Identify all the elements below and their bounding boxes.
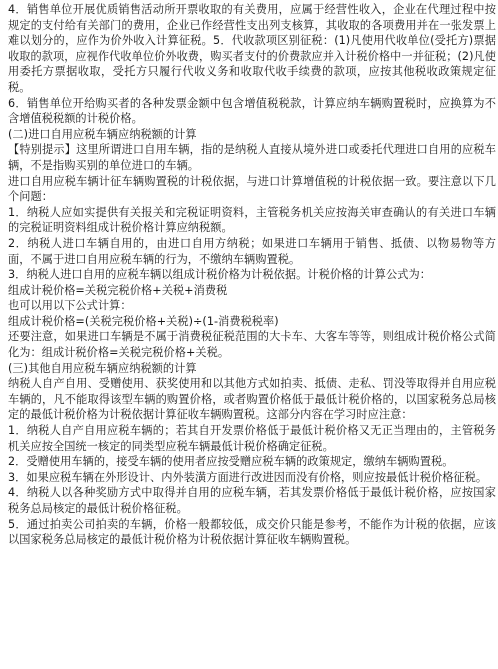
document-body bbox=[8, 2, 496, 548]
list-item-other-1: 1．纳税人自产自用应税车辆的；若其自开发票价格低于最低计税价格又无正当理由的，主管税务机关应按全国统一核定的同类型应税车辆最低计税价格确定征税。 bbox=[8, 424, 496, 453]
paragraph-other-basis: 纳税人自产自用、受赠使用、获奖使用和以其他方式如拍卖、抵债、走私、罚没等取得并自用应税车辆的，凡不能取得该型车辆的购置价格，或者购置价格低于最低计税价格的，以国家税务总局核定的最低计税价格为计税依据计算征收车辆购置税。这部分内容在学习时应注意： bbox=[8, 377, 496, 422]
special-tip-paragraph: 【特别提示】这里所谓进口自用车辆，指的是纳税人直接从境外进口或委托代理进口自用的应税车辆，不是指购买别的单位进口的车辆。 bbox=[8, 143, 496, 172]
list-item-other-5: 5．通过拍卖公司拍卖的车辆，价格一般都较低，成交价只能是参考，不能作为计税的依据，应该以国家税务总局核定的最低计税价格为计税依据计算征收车辆购置税。 bbox=[8, 517, 496, 547]
list-item-import-2: 2．纳税人进口车辆自用的，由进口自用方纳税；如果进口车辆用于销售、抵债、以物易物等方面，不属于进口自用应税车辆的行为，不缴纳车辆购置税。 bbox=[8, 236, 496, 266]
formula-1: 组成计税价格=关税完税价格+关税+消费税 bbox=[8, 283, 228, 297]
formula-2: 组成计税价格=(关税完税价格+关税)÷(1-消费税税率) bbox=[8, 314, 279, 328]
list-item-other-3: 3．如果应税车辆在外形设计、内外装潢方面进行改进因而没有价格，则应按最低计税价格征税。 bbox=[8, 470, 488, 484]
list-item-import-3: 3．纳税人进口自用的应税车辆以组成计税价格为计税依据。计税价格的计算公式为： bbox=[8, 268, 431, 282]
paragraph-formula-simplified: 还要注意，如果进口车辆是不属于消费税征税范围的大卡车、大客车等等，则组成计税价格公式简化为：组成计税价格=关税完税价格+关税。 bbox=[8, 330, 496, 360]
list-item-other-2: 2．受赠使用车辆的，接受车辆的使用者应按受赠应税车辆的政策规定，缴纳车辆购置税。 bbox=[8, 455, 454, 469]
paragraph-vat-conversion: 6．销售单位开给购买者的各种发票金额中包含增值税税款，计算应纳车辆购置税时，应换算为不含增值税税额的计税价格。 bbox=[8, 96, 496, 126]
section-heading-import: (二)进口自用应税车辆应纳税额的计算 bbox=[8, 127, 197, 141]
section-heading-other: (三)其他自用应税车辆应纳税额的计算 bbox=[8, 361, 197, 375]
paragraph-sales-fees: 4．销售单位开展优质销售活动所开票收取的有关费用，应属于经营性收入，企业在代理过程中按规定的支付给有关部门的费用，企业已作经营性支出列支核算，其收取的各项费用并在一张发票上难以划分的，应作为价外收入计算征税。5．代收款项区别征税：(1)凡使用代收单位(受托方)票据收取的款项，应视作代收单位价外收费，购买者支付的价费款应并入计税价格中一并征税；(2)凡使用委托方票据收取，受托方只履行代收义务和收取代收手续费的款项，应按其他税收政策规定征税。 bbox=[8, 3, 496, 94]
formula-intro: 也可以用以下公式计算： bbox=[8, 299, 132, 313]
list-item-other-4: 4．纳税人以各种奖励方式中取得并自用的应税车辆，若其发票价格低于最低计税价格，应按国家税务总局核定的最低计税价格征税。 bbox=[8, 486, 496, 515]
list-item-import-1: 1．纳税人应如实提供有关报关和完税证明资料，主管税务机关应按海关审查确认的有关进口车辆的完税证明资料组成计税价格计算应纳税额。 bbox=[8, 205, 496, 235]
paragraph-import-basis: 进口自用应税车辆计征车辆购置税的计税依据，与进口计算增值税的计税依据一致。要注意以下几个问题： bbox=[8, 174, 496, 204]
